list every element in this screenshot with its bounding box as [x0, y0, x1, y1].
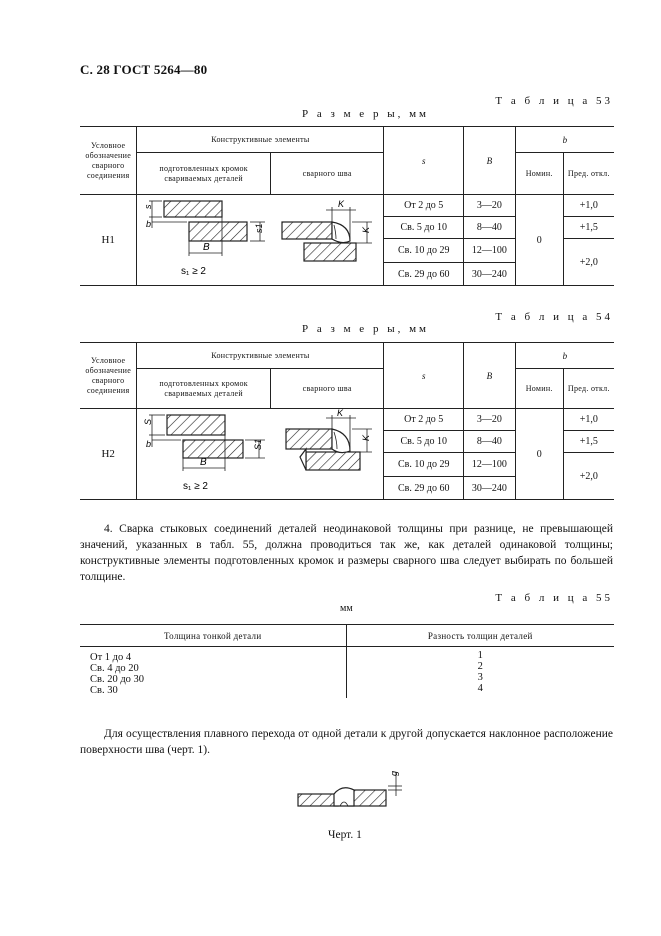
- drawing-prepared-edges: [137, 195, 271, 286]
- s-cell: От 2 до 5: [384, 409, 464, 431]
- col-thickness-difference: Разность толщин деталей: [346, 625, 614, 647]
- label-condition: s₁ ≥ 2: [183, 481, 209, 492]
- label-b: b: [146, 439, 152, 449]
- B-cell: 12—100: [464, 239, 516, 263]
- table55-col2-values: [346, 647, 614, 699]
- B-cell: 12—100: [464, 453, 516, 477]
- s-cell: Св. 29 до 60: [384, 477, 464, 500]
- drawing-prepared-edges: [137, 409, 271, 500]
- B-cell: 3—20: [464, 409, 516, 431]
- col-tolerance: Пред. откл.: [563, 153, 614, 195]
- col-thin-part: Толщина тонкой детали: [80, 625, 346, 647]
- label-B: B: [200, 457, 208, 468]
- label-condition: s₁ ≥ 2: [181, 266, 207, 277]
- difference-cell: 4: [477, 683, 483, 694]
- label-g: g: [389, 770, 399, 776]
- table53-units: Р а з м е р ы, мм: [302, 108, 430, 120]
- col-elements: Конструктивные элементы: [137, 343, 384, 369]
- label-K-side: K: [361, 226, 372, 233]
- col-s: s: [384, 127, 464, 195]
- label-s: s: [143, 204, 154, 209]
- col-B: B: [464, 127, 516, 195]
- tol-cell: +1,5: [563, 217, 614, 239]
- drawing-weld: [270, 409, 384, 500]
- label-b: b: [146, 219, 152, 229]
- B-cell: 30—240: [464, 477, 516, 500]
- table55-units: мм: [340, 603, 353, 614]
- label-K-side: K: [361, 434, 372, 441]
- difference-cell: 1: [477, 650, 483, 661]
- label-s1: s1: [254, 223, 265, 233]
- tol-cell: +1,0: [563, 195, 614, 217]
- tol-cell: +2,0: [563, 453, 614, 500]
- s-cell: Св. 5 до 10: [384, 431, 464, 453]
- s-cell: От 2 до 5: [384, 195, 464, 217]
- designation-cell: Н1: [80, 195, 137, 286]
- col-weld: сварного шва: [270, 153, 384, 195]
- B-cell: 8—40: [464, 217, 516, 239]
- label-s1: S1: [253, 438, 264, 450]
- difference-cell: 2: [477, 661, 483, 672]
- s-cell: Св. 10 до 29: [384, 453, 464, 477]
- table53-caption: Т а б л и ц а 53: [495, 95, 613, 107]
- col-prepared-edges: подготовленных кромок свариваемых деталей: [137, 153, 271, 195]
- table54-caption: Т а б л и ц а 54: [495, 311, 613, 323]
- col-nominal: Номин.: [515, 369, 563, 409]
- paragraph-4: 4. Сварка стыковых соединений деталей неодинаковой толщины при разнице, не превышающей значений, указанных в табл. 55, должна проводиться так же, как деталей одинаковой толщины; конструктивные элементы подготовленных кромок и размеры сварного шва следует выбирать по большей толщине.: [80, 523, 613, 583]
- label-K-top: K: [337, 409, 344, 418]
- paragraph-transition: Для осуществления плавного перехода от одной детали к другой допускается наклонное расположение поверхности шва (черт. 1).: [80, 728, 613, 756]
- figure-caption: Черт. 1: [328, 829, 362, 841]
- table54-units: Р а з м е р ы, мм: [302, 323, 430, 335]
- table54: [80, 342, 614, 500]
- label-B: B: [203, 242, 211, 253]
- designation-cell: Н2: [80, 409, 137, 500]
- table55: [80, 624, 614, 698]
- tol-cell: +1,0: [563, 409, 614, 431]
- B-cell: 8—40: [464, 431, 516, 453]
- col-designation: Условное обозначение сварного соединения: [80, 127, 137, 195]
- thin-part-cell: Св. 20 до 30: [90, 674, 145, 685]
- table55-col1-values: [80, 647, 346, 699]
- col-weld: сварного шва: [270, 369, 384, 409]
- col-designation: Условное обозначение сварного соединения: [80, 343, 137, 409]
- col-nominal: Номин.: [515, 153, 563, 195]
- label-s: S: [143, 418, 154, 425]
- thin-part-cell: Св. 4 до 20: [90, 663, 139, 674]
- page-header: С. 28 ГОСТ 5264—80: [80, 62, 208, 77]
- label-K-top: K: [338, 199, 345, 209]
- b-nominal-cell: 0: [515, 409, 563, 500]
- s-cell: Св. 29 до 60: [384, 263, 464, 286]
- s-cell: Св. 10 до 29: [384, 239, 464, 263]
- col-s: s: [384, 343, 464, 409]
- B-cell: 3—20: [464, 195, 516, 217]
- table55-caption: Т а б л и ц а 55: [495, 592, 613, 604]
- drawing-weld: [270, 195, 384, 286]
- col-b: b: [515, 127, 614, 153]
- col-B: B: [464, 343, 516, 409]
- table53: [80, 126, 614, 286]
- s-cell: Св. 5 до 10: [384, 217, 464, 239]
- thin-part-cell: От 1 до 4: [90, 652, 132, 663]
- tol-cell: +1,5: [563, 431, 614, 453]
- tol-cell: +2,0: [563, 239, 614, 286]
- B-cell: 30—240: [464, 263, 516, 286]
- col-prepared-edges: подготовленных кромок свариваемых деталей: [137, 369, 271, 409]
- b-nominal-cell: 0: [515, 195, 563, 286]
- figure-1: [290, 766, 410, 816]
- col-b: b: [515, 343, 614, 369]
- difference-cell: 3: [477, 672, 483, 683]
- thin-part-cell: Св. 30: [90, 685, 118, 696]
- col-elements: Конструктивные элементы: [137, 127, 384, 153]
- col-tolerance: Пред. откл.: [563, 369, 614, 409]
